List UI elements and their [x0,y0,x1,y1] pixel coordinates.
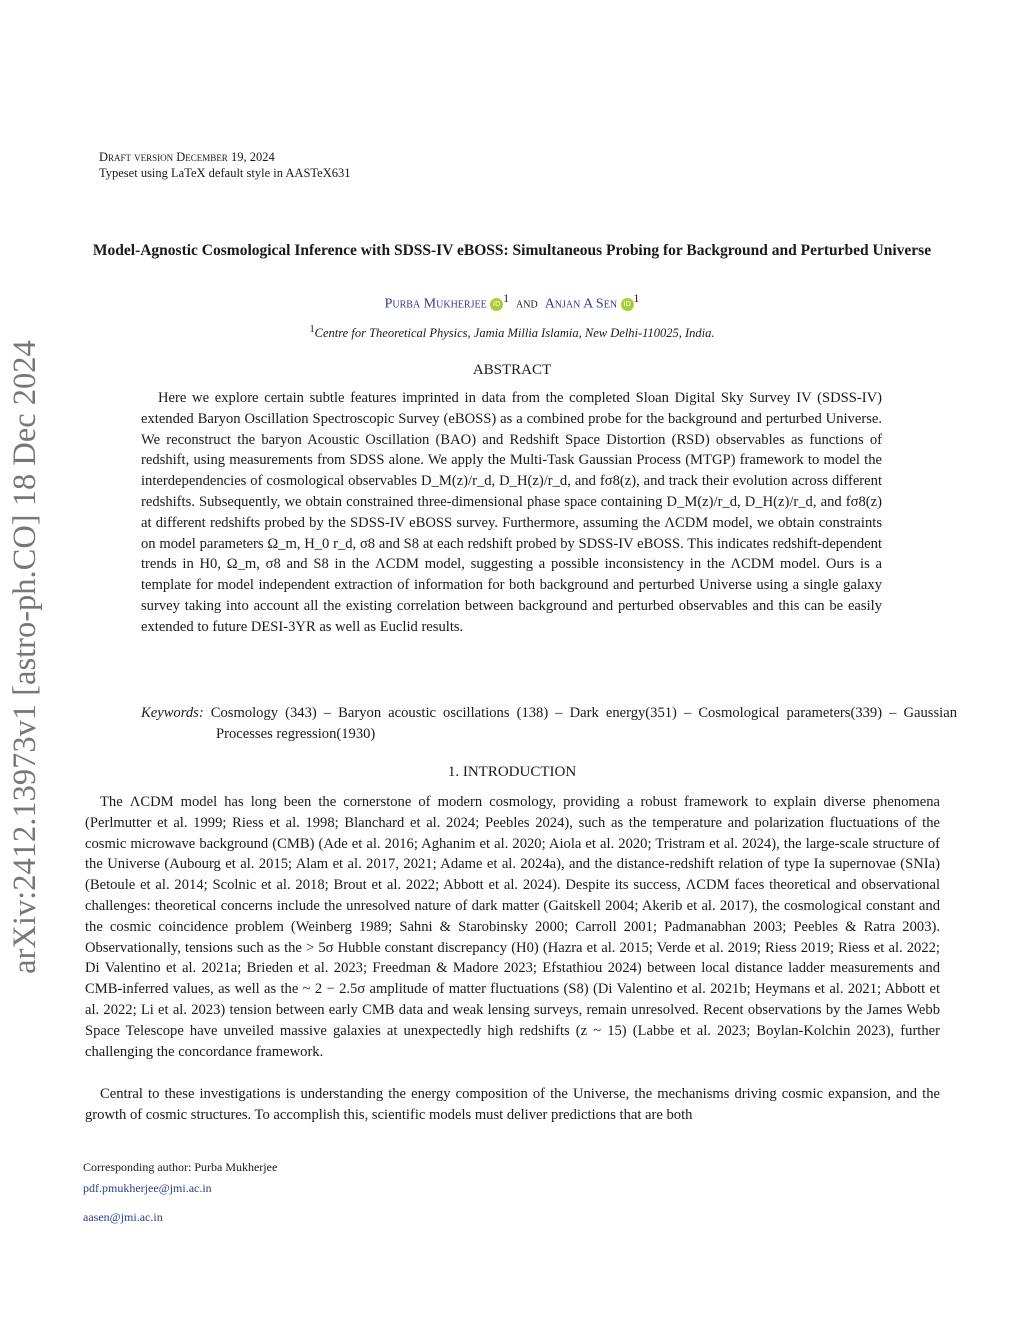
author-1-link[interactable]: Purba Mukherjee [384,296,487,312]
section-heading-introduction: 1. INTRODUCTION [447,764,577,780]
author-list [90,292,934,313]
intro-paragraph-2: Central to these investigations is understanding the energy composition of the Universe, the mechanisms driving cosmic expansion, and the growth of cosmic structures. To accomplish this, scientific models must deliver predictions that are both [85,1086,940,1123]
affil-mark-2: 1 [633,292,640,305]
author-separator: and [516,296,538,312]
keywords-text: Cosmology (343) – Baryon acoustic oscillations (138) – Dark energy(351) – Cosmological parameters(339) – Gaussian Processes regression(1930) [210,705,957,742]
keywords [141,703,957,745]
email-link-2[interactable]: aasen@jmi.ac.in [83,1210,163,1224]
affil-mark: 1 [309,324,315,335]
intro-paragraph-1: The ΛCDM model has long been the cornerstone of modern cosmology, providing a robust framework to explain diverse phenomena (Perlmutter et al. 1999; Riess et al. 1998; Blanchard et al. 2024; Peebles 2024), such as the temperature and polarization fluctuations of the cosmic microwave background (CMB) (Ade et al. 2016; Aghanim et al. 2020; Aiola et al. 2020; Tristram et al. 2024), the large-scale structure of the Universe (Aubourg et al. 2015; Alam et al. 2017, 2021; Adame et al. 2024a), and the distance-redshift relation of type Ia supernovae (SNIa) (Betoule et al. 2014; Scolnic et al. 2018; Brout et al. 2022; Abbott et al. 2024). Despite its success, ΛCDM faces theoretical and observational challenges: theoretical concerns include the unresolved nature of dark matter (Gaitskell 2004; Akerib et al. 2017), the cosmological constant and the cosmic coincidence problem (Weinberg 1989; Sahni & Starobinsky 2000; Carroll 2001; Padmanabhan 2003; Peebles & Ratra 2003). Observationally, tensions such as the > 5σ Hubble constant discrepancy (H0) (Hazra et al. 2015; Verde et al. 2019; Riess 2019; Riess et al. 2022; Di Valentino et al. 2021a; Brieden et al. 2023; Freedman & Madore 2023; Efstathiou 2024) between local distance ladder measurements and CMB-inferred values, as well as the ~ 2 − 2.5σ amplitude of matter fluctuations (S8) (Di Valentino et al. 2021b; Heymans et al. 2021; Abbott et al. 2022; Li et al. 2023) tension between early CMB data and weak lensing surveys, remain unresolved. Recent observations by the James Webb Space Telescope have unveiled massive galaxies at unexpectedly high redshifts (z ~ 15) (Labbe et al. 2023; Boylan-Kolchin 2023), further challenging the concordance framework. [85,794,940,1060]
abstract-text: Here we explore certain subtle features imprinted in data from the completed Sloan Digital Sky Survey IV (SDSS-IV) extended Baryon Oscillation Spectroscopic Survey (eBOSS) as a combined probe for the background and perturbed Universe. We reconstruct the baryon Acoustic Oscillation (BAO) and Redshift Space Distortion (RSD) observables as functions of redshift, using measurements from SDSS alone. We apply the Multi-Task Gaussian Process (MTGP) framework to model the interdependencies of cosmological observables D_M(z)/r_d, D_H(z)/r_d, and fσ8(z), and track their evolution across different redshifts. Subsequently, we obtain constrained three-dimensional phase space containing D_M(z)/r_d, D_H(z)/r_d, and fσ8(z) at different redshifts probed by the SDSS-IV eBOSS survey. Furthermore, assuming the ΛCDM model, we obtain constraints on model parameters Ω_m, H_0 r_d, σ8 and S8 at each redshift probed by SDSS-IV eBOSS. This indicates redshift-dependent trends in H0, Ω_m, σ8 and S8 in the ΛCDM model, suggesting a possible inconsistency in the ΛCDM model. Ours is a template for model independent extraction of information for both background and perturbed Universe using a single galaxy survey taking into account all the existing correlation between background and perturbed observables and this can be easily extended to future DESI-3YR as well as Euclid results. [141,390,882,635]
affiliation-text: Centre for Theoretical Physics, Jamia Millia Islamia, New Delhi-110025, India. [314,326,715,341]
orcid-icon[interactable]: iD [621,298,634,311]
paper-title: Model-Agnostic Cosmological Inference with SDSS-IV eBOSS: Simultaneous Probing for Background and Perturbed Universe [92,242,932,259]
author-2-link[interactable]: Anjan A Sen [544,296,618,312]
affiliation [90,324,934,341]
corresponding-author: Corresponding author: Purba Mukherjee [83,1160,278,1174]
abstract-heading: ABSTRACT [472,362,552,378]
keywords-label: Keywords: [141,705,204,721]
affil-mark-1: 1 [503,292,510,305]
email-link-1[interactable]: pdf.pmukherjee@jmi.ac.in [83,1181,212,1195]
typeset-line: Typeset using LaTeX default style in AASTeX631 [99,166,351,180]
arxiv-sidebar-id: arXiv:2412.13973v1 [astro-ph.CO] 18 Dec 2024 [7,340,43,974]
draft-version-line: Draft version December 19, 2024 [99,150,275,164]
orcid-icon[interactable]: iD [490,298,503,311]
